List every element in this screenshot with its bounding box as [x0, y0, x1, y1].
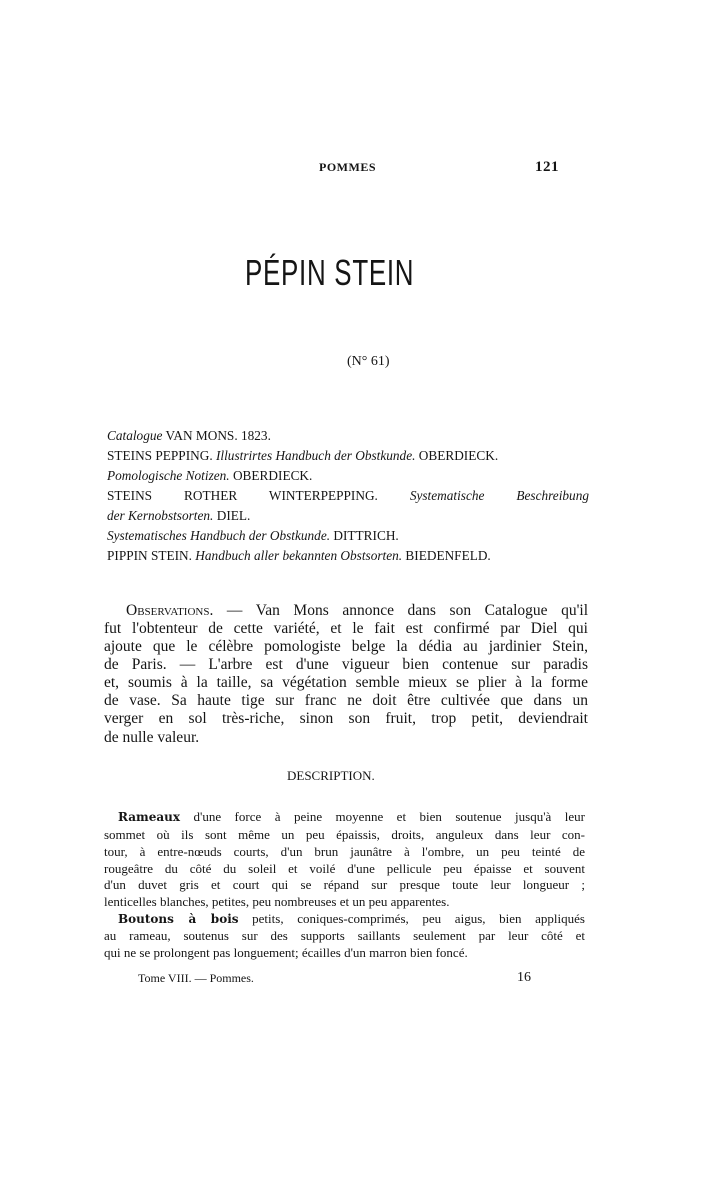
- text-line: sommet où ils sont même un peu épaissis, droits, anguleux dans leur con-: [104, 827, 585, 842]
- text-line: de nulle valeur.: [104, 729, 200, 746]
- page-title: PÉPIN STEIN: [245, 252, 415, 293]
- synonym-line: Systematisches Handbuch der Obstkunde. DITTRICH.: [107, 528, 399, 543]
- synonym-line: der Kernobstsorten. DIEL.: [107, 508, 251, 523]
- text-line: verger en sol très-riche, sinon son fruit, trop petit, deviendrait: [104, 710, 588, 727]
- text-line: fut l'obtenteur de cette variété, et le fait est confirmé par Diel qui: [104, 620, 588, 637]
- synonym-line: Catalogue VAN MONS. 1823.: [107, 428, 271, 443]
- text-line: Rameaux d'une force à peine moyenne et bien soutenue jusqu'à leur: [118, 809, 585, 824]
- footer-signature: 16: [517, 970, 531, 985]
- synonym-line: STEINS PEPPING. Illustrirtes Handbuch der Obstkunde. OBERDIECK.: [107, 448, 499, 463]
- synonym-line: Pomologische Notizen. OBERDIECK.: [107, 468, 313, 483]
- text-line: d'un duvet gris et court qui se répand sur presque toute leur longueur ;: [104, 877, 585, 892]
- page-number: 121: [535, 159, 559, 175]
- text-line: Observations. — Van Mons annonce dans son Catalogue qu'il: [126, 602, 588, 619]
- section-heading: DESCRIPTION.: [287, 768, 375, 783]
- footer-volume: Tome VIII. — Pommes.: [138, 971, 254, 985]
- text-line: lenticelles blanches, petites, peu nombreuses et un peu apparentes.: [104, 894, 450, 909]
- text-line: et, soumis à la taille, sa végétation semble mieux se plier à la forme: [104, 674, 588, 691]
- variety-number: (N° 61): [347, 354, 390, 369]
- text-line: ajoute que le célèbre pomologiste belge la dédia au jardinier Stein,: [104, 638, 588, 655]
- synonym-line: PIPPIN STEIN. Handbuch aller bekannten Obstsorten. BIEDENFELD.: [107, 548, 491, 563]
- text-line: rougeâtre du côté du soleil et voilé d'une pellicule peu épaisse et souvent: [104, 861, 585, 876]
- text-line: de vase. Sa haute tige sur franc ne doit être cultivée que dans un: [104, 692, 588, 709]
- text-line: Boutons à bois petits, coniques-comprimés, peu aigus, bien appliqués: [118, 911, 585, 926]
- text-line: tour, à entre-nœuds courts, d'un brun jaunâtre à l'ombre, un peu teinté de: [104, 844, 585, 859]
- text-line: qui ne se prolongent pas longuement; écailles d'un marron bien foncé.: [104, 945, 468, 960]
- running-title: POMMES: [319, 160, 376, 174]
- text-line: au rameau, soutenus sur des supports saillants seulement par leur côté et: [104, 928, 585, 943]
- synonym-line: STEINS ROTHER WINTERPEPPING. Systematische Beschreibung: [107, 488, 589, 503]
- text-line: de Paris. — L'arbre est d'une vigueur bien contenue sur paradis: [104, 656, 588, 673]
